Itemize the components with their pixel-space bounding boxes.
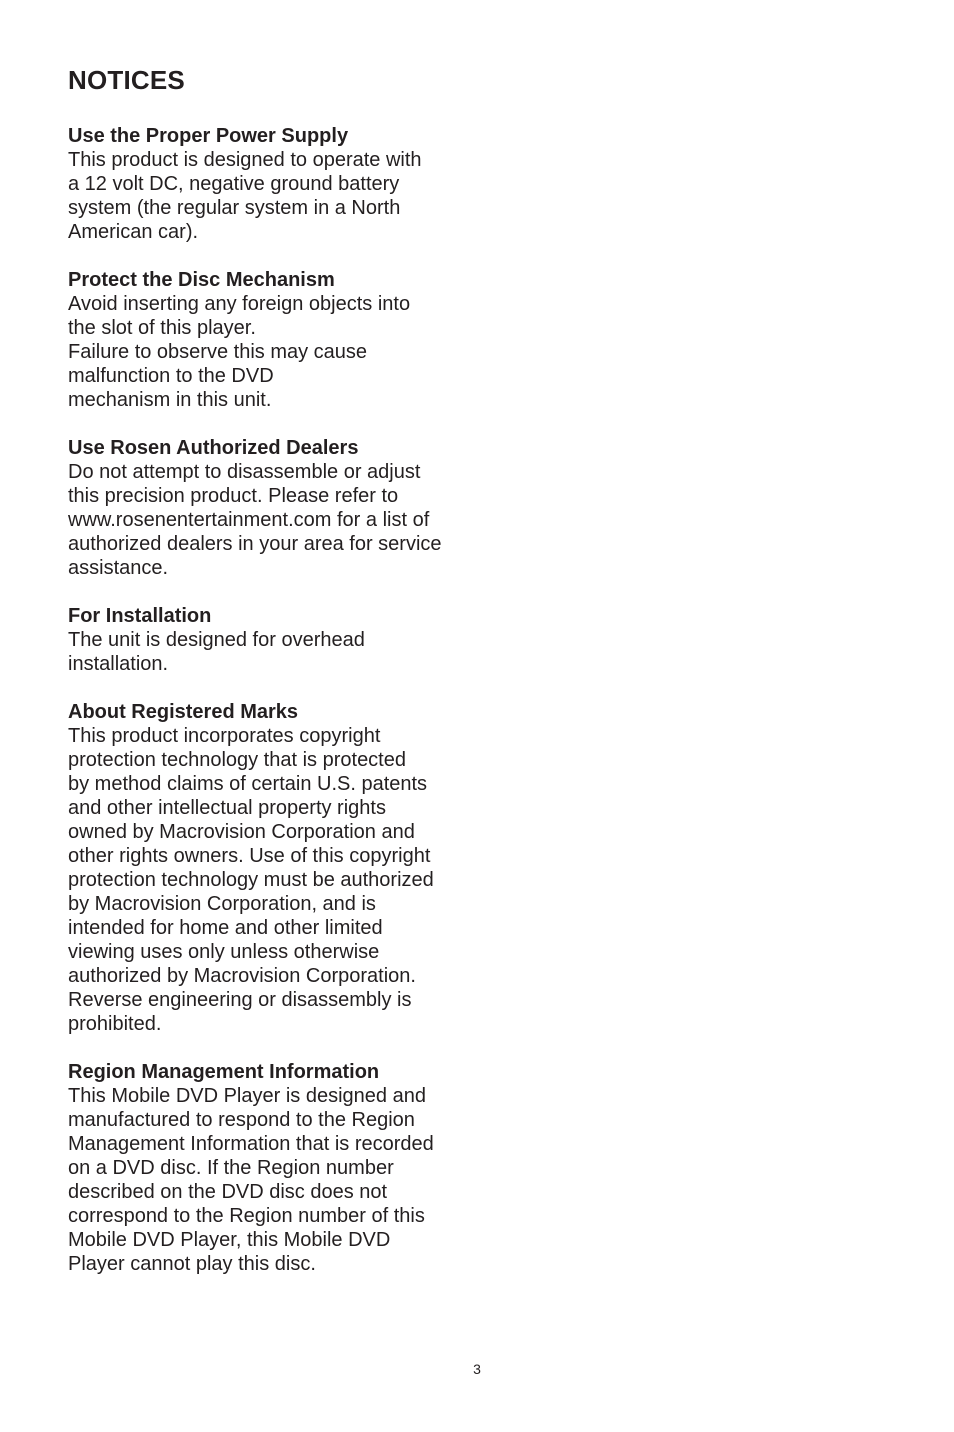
body-line: the slot of this player. — [68, 317, 256, 339]
body-line: by method claims of certain U.S. patents — [68, 773, 428, 795]
body-line: intended for home and other limited — [68, 917, 383, 939]
section-region-management — [68, 1060, 468, 1276]
body-line: owned by Macrovision Corporation and — [68, 821, 415, 843]
section-installation — [68, 604, 468, 676]
body-line: This product is designed to operate with — [68, 149, 422, 171]
body-line: system (the regular system in a North — [68, 197, 401, 219]
body-line: manufactured to respond to the Region — [68, 1109, 415, 1131]
body-line: Failure to observe this may cause — [68, 341, 368, 363]
body-line: This Mobile DVD Player is designed and — [68, 1085, 426, 1107]
body-line: Mobile DVD Player, this Mobile DVD — [68, 1229, 391, 1251]
body-line: Management Information that is recorded — [68, 1133, 434, 1155]
body-line: Player cannot play this disc. — [68, 1253, 316, 1275]
body-line: mechanism in this unit. — [68, 389, 272, 411]
section-heading: Use Rosen Authorized Dealers — [68, 437, 359, 459]
body-line: installation. — [68, 653, 169, 675]
notices-page — [68, 62, 468, 1300]
section-heading: Region Management Information — [68, 1061, 380, 1083]
body-line: a 12 volt DC, negative ground battery — [68, 173, 400, 195]
body-line: prohibited. — [68, 1013, 162, 1035]
section-heading: Protect the Disc Mechanism — [68, 269, 335, 291]
body-line: Avoid inserting any foreign objects into — [68, 293, 411, 315]
body-line: correspond to the Region number of this — [68, 1205, 425, 1227]
section-disc-mechanism — [68, 268, 468, 412]
body-line: protection technology that is protected — [68, 749, 406, 771]
body-line: other rights owners. Use of this copyright — [68, 845, 431, 867]
body-line: American car). — [68, 221, 199, 243]
body-line: The unit is designed for overhead — [68, 629, 365, 651]
section-heading: About Registered Marks — [68, 701, 299, 723]
page-title: NOTICES — [68, 65, 185, 95]
body-line: This product incorporates copyright — [68, 725, 381, 747]
body-line: Do not attempt to disassemble or adjust — [68, 461, 421, 483]
body-line: and other intellectual property rights — [68, 797, 386, 819]
body-line: assistance. — [68, 557, 169, 579]
body-line: Reverse engineering or disassembly is — [68, 989, 412, 1011]
body-line: authorized by Macrovision Corporation. — [68, 965, 416, 987]
body-line: protection technology must be authorized — [68, 869, 434, 891]
body-line: authorized dealers in your area for service — [68, 533, 442, 555]
section-heading: Use the Proper Power Supply — [68, 125, 349, 147]
body-line: described on the DVD disc does not — [68, 1181, 388, 1203]
body-line: on a DVD disc. If the Region number — [68, 1157, 394, 1179]
body-line: www.rosenentertainment.com for a list of — [68, 509, 430, 531]
body-line: viewing uses only unless otherwise — [68, 941, 380, 963]
body-line: by Macrovision Corporation, and is — [68, 893, 376, 915]
body-line: this precision product. Please refer to — [68, 485, 399, 507]
section-registered-marks — [68, 700, 468, 1036]
section-authorized-dealers — [68, 436, 468, 580]
section-heading: For Installation — [68, 605, 212, 627]
body-line: malfunction to the DVD — [68, 365, 274, 387]
section-power-supply — [68, 124, 468, 244]
page-number: 3 — [473, 1361, 481, 1377]
